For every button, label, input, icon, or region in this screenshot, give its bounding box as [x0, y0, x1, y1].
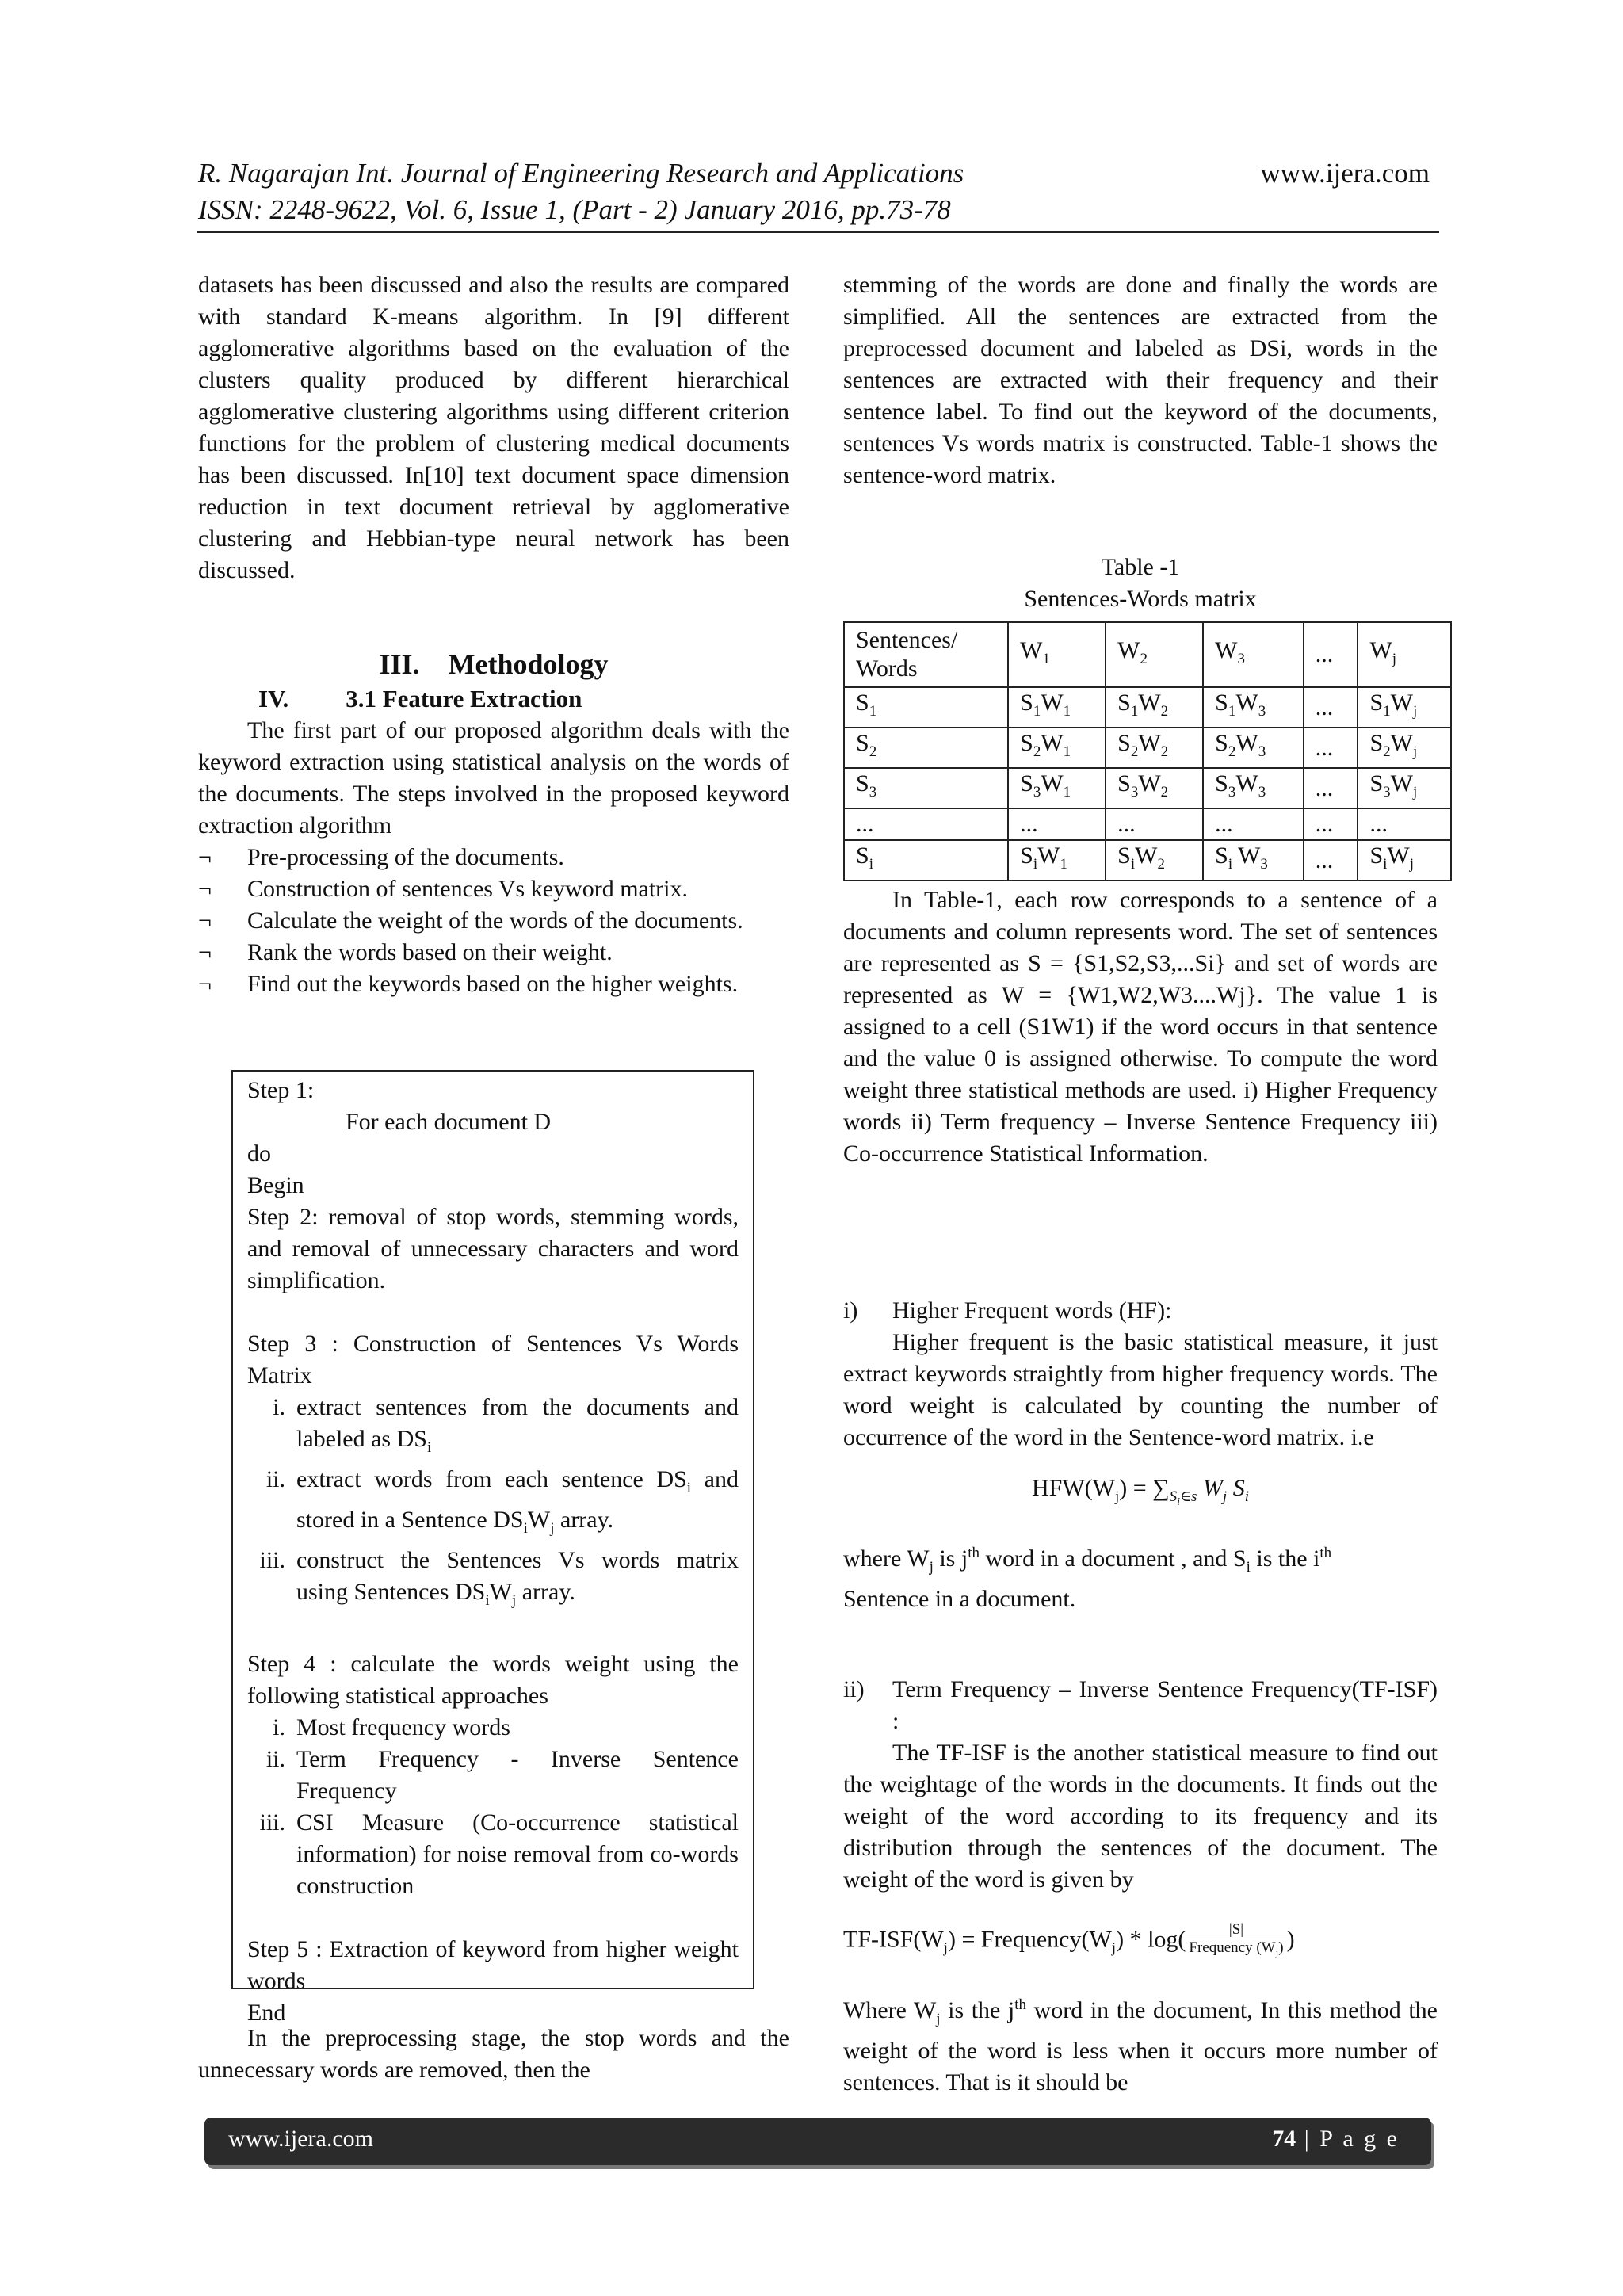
table-cell: $S_i$ $W_3$	[1203, 840, 1304, 881]
item-text: array.	[554, 1507, 614, 1533]
fraction-numerator: |S|	[1186, 1921, 1286, 1939]
table-corner-cell	[844, 622, 1008, 687]
right-intro	[843, 269, 1438, 491]
right-intro-paragraph: stemming of the words are done and finally the words are simplified. All the sentences are extracted from the preprocessed document and labeled as DSi, words in the sentences are extracted with their frequency and their sentence label. To find out the keyword of the documents, sentences Vs words matrix is constructed. Table-1 shows the sentence-word matrix.	[843, 272, 1438, 488]
roman-numeral: i.	[273, 1394, 285, 1420]
algo-step2: Step 2: removal of stop words, stemming words, and removal of unnecessary characters and word simplification.	[247, 1204, 739, 1293]
superscript: th	[1014, 1996, 1027, 2014]
subscript: j	[1111, 1939, 1117, 1957]
subscript: i	[1244, 1488, 1249, 1505]
table-cell: ...	[1008, 808, 1106, 840]
list-item	[198, 968, 789, 1000]
page-separator: |	[1296, 2126, 1320, 2152]
list-item	[247, 1807, 739, 1902]
list-item	[198, 905, 789, 937]
bullet-marker: ¬	[198, 844, 212, 870]
algo-do: do	[247, 1140, 271, 1167]
table-cell: $S_1W_1$	[1008, 687, 1106, 728]
subscript: i	[523, 1520, 528, 1537]
table-cell: $S_2W_3$	[1203, 728, 1304, 768]
list-item	[247, 1464, 739, 1545]
table-header-cell: $W_j$	[1358, 622, 1451, 687]
algo-step1: Step 1:	[247, 1077, 315, 1103]
footer-website: www.ijera.com	[228, 2126, 373, 2152]
subscript: j	[1222, 1488, 1228, 1505]
tfisf-formula	[843, 1921, 1438, 1964]
right-table-discussion	[843, 884, 1438, 1170]
roman-numeral: iii.	[259, 1809, 285, 1836]
bullet-text: Calculate the weight of the words of the documents.	[247, 907, 743, 934]
subsection-title: 3.1 Feature Extraction	[346, 685, 582, 712]
where-part: word in a document , and S	[979, 1545, 1247, 1572]
subscript: j	[936, 2011, 941, 2028]
formula-part: TF-ISF(W	[843, 1926, 944, 1953]
algorithm-box	[231, 1070, 754, 2026]
table-cell: ...	[1304, 840, 1358, 881]
table-discussion-paragraph: In Table-1, each row corresponds to a sentence of a documents and column represents word. The set of sentences are represented as S = {S1,S2,S3,...Si} and set of words are represented as W = {W1,W2,W3....Wj}. The value 1 is assigned to a cell (S1W1) if the word occurs in that sentence and the value 0 is assigned otherwise. To compute the word weight three statistical methods are used. i) Higher Frequency words ii) Term frequency – Inverse Sentence Frequency iii) Co-occurrence Statistical Information.	[843, 887, 1438, 1167]
intro-text: datasets has been discussed and also the results are compared with standard K-means algorithm. In [9] different agglomerative algorithms based on the evaluation of the clusters quality produced by different hierarchical agglomerative clustering algorithms using different criterion functions for the problem of clustering medical documents has been discussed. In[10] text document space dimension reduction in text document retrieval by agglomerative clustering and Hebbian-type neural network has been discussed.	[198, 272, 789, 583]
left-intro-paragraph	[198, 269, 789, 586]
bullet-marker: ¬	[198, 971, 212, 997]
table-caption-title: Sentences-Words matrix	[1024, 586, 1257, 612]
formula-part: ) = Frequency(W	[947, 1926, 1112, 1953]
hf-title: Higher Frequent words (HF):	[892, 1297, 1172, 1324]
table-cell: $S_2$	[844, 728, 1008, 768]
list-item	[198, 873, 789, 905]
subsection-number: IV.	[258, 685, 289, 712]
subscript: i	[485, 1592, 490, 1609]
hf-paragraph: Higher frequent is the basic statistical measure, it just extract keywords straightly from higher frequency words. The word weight is calculated by counting the number of occurrence of the word in the Sentence-word matrix. i.e	[843, 1329, 1438, 1450]
subscript: j	[511, 1592, 517, 1609]
table-cell: ...	[1304, 768, 1358, 808]
subscript: j	[1275, 1946, 1279, 1958]
algo-end: End	[247, 2000, 286, 2026]
sentence-word-table	[843, 621, 1452, 881]
item-text: Term Frequency - Inverse Sentence Frequency	[296, 1746, 739, 1804]
table-cell: $S_1W_j$	[1358, 687, 1451, 728]
table-row	[844, 808, 1451, 840]
algo-step4-list	[247, 1712, 739, 1902]
journal-header	[198, 155, 964, 228]
item-text: CSI Measure (Co-occurrence statistical information) for noise removal from co-words construction	[296, 1809, 739, 1899]
item-text: W	[489, 1579, 512, 1605]
table-cell: $S_3W_3$	[1203, 768, 1304, 808]
section-heading	[198, 647, 789, 682]
feature-extraction-paragraph: The first part of our proposed algorithm deals with the keyword extraction using statistical analysis on the words of the documents. The steps involved in the proposed keyword extraction algorithm	[198, 717, 789, 839]
table-cell: $S_1W_2$	[1106, 687, 1203, 728]
subscript: j	[943, 1939, 948, 1957]
hf-where-text	[843, 1538, 1438, 1615]
where-part: is the i	[1250, 1545, 1320, 1572]
table-row	[844, 840, 1451, 881]
footer-page	[1272, 2126, 1400, 2153]
fraction-denominator: Frequency $(W_j)$	[1189, 1939, 1284, 1958]
algo-for-each: For each document D	[346, 1109, 552, 1135]
superscript: th	[968, 1544, 980, 1561]
list-item	[247, 1712, 739, 1744]
hf-formula: $HFW(W_j) = \sum_{S_i\in s}$ $W_j$ $S_i$	[1032, 1475, 1249, 1508]
table-cell: ...	[1203, 808, 1304, 840]
table-cell: $S_iW_j$	[1358, 840, 1451, 881]
item-text: W	[527, 1507, 551, 1533]
table-row	[844, 768, 1451, 808]
algo-step3-list	[247, 1392, 739, 1617]
page-label: P a g e	[1319, 2126, 1400, 2152]
item-text: construct the Sentences Vs words matrix using Sentences DS	[296, 1547, 739, 1605]
header-rule	[197, 231, 1439, 233]
table-cell: ...	[1358, 808, 1451, 840]
bullet-marker: ¬	[198, 907, 212, 934]
bullet-marker: ¬	[198, 939, 212, 965]
item-text: and stored in a Sentence DS	[296, 1466, 739, 1533]
roman-numeral: ii.	[265, 1746, 285, 1772]
table-cell: $S_3W_j$	[1358, 768, 1451, 808]
page-footer	[204, 2118, 1431, 2165]
list-item	[247, 1545, 739, 1617]
formula-part: Frequency (W	[1189, 1939, 1276, 1956]
closing-paragraph: In the preprocessing stage, the stop words and the unnecessary words are removed, then the	[198, 2025, 789, 2083]
where-part: where W	[843, 1545, 930, 1572]
subscript: j	[1114, 1488, 1120, 1505]
table-cell: ...	[1304, 728, 1358, 768]
table-cell: ...	[1304, 687, 1358, 728]
table-row	[844, 687, 1451, 728]
journal-issn: ISSN: 2248-9622, Vol. 6, Issue 1, (Part - 2) January 2016, pp.73-78	[198, 194, 951, 225]
tfisf-section	[843, 1674, 1438, 2099]
table-header-cell: ...	[1304, 622, 1358, 687]
table-cell: ...	[1106, 808, 1203, 840]
where-part: word in the document, In this method the weight of the word is less when it occurs more number of sentences. That is it should be	[843, 1997, 1438, 2096]
tfisf-number: ii)	[843, 1676, 865, 1702]
subscript: j	[550, 1520, 555, 1537]
roman-numeral: i.	[273, 1714, 285, 1740]
formula-part: HFW(W	[1032, 1475, 1115, 1501]
tfisf-fraction	[1186, 1921, 1286, 1962]
list-item	[247, 1392, 739, 1464]
item-text: extract words from each sentence DS	[296, 1466, 687, 1492]
formula-part: ) = ∑	[1119, 1475, 1170, 1501]
table-row	[844, 622, 1451, 687]
table-cell: ...	[1304, 808, 1358, 840]
tfisf-where-text	[843, 1989, 1438, 2099]
list-item	[198, 842, 789, 873]
subscript: i	[686, 1480, 692, 1496]
table-cell: $S_3W_2$	[1106, 768, 1203, 808]
tfisf-paragraph: The TF-ISF is the another statistical measure to find out the weightage of the words in the documents. It finds out the weight of the word according to its frequency and its distribution through the sentences of the document. The weight of the word is given by	[843, 1740, 1438, 1893]
table-cell: $S_iW_2$	[1106, 840, 1203, 881]
item-text: Most frequency words	[296, 1714, 510, 1740]
list-item	[247, 1744, 739, 1807]
table-cell: $S_iW_1$	[1008, 840, 1106, 881]
table-cell: $S_2W_j$	[1358, 728, 1451, 768]
section-title: Methodology	[448, 648, 609, 680]
step-bullet-list	[198, 842, 789, 1000]
algo-step5: Step 5 : Extraction of keyword from higher weight words	[247, 1936, 739, 1994]
hf-section	[843, 1295, 1438, 1615]
item-text: array.	[516, 1579, 575, 1605]
algo-begin: Begin	[247, 1172, 304, 1198]
where-part: Sentence in a document.	[843, 1585, 1076, 1612]
bullet-text: Find out the keywords based on the higher weights.	[247, 971, 739, 997]
table-header-cell: $W_1$	[1008, 622, 1106, 687]
tfisf-title: Term Frequency – Inverse Sentence Frequency(TF-ISF) :	[892, 1676, 1438, 1734]
formula-part: )	[1286, 1926, 1295, 1953]
cell-text: Words	[856, 655, 918, 682]
where-part: is j	[933, 1545, 968, 1572]
where-part: Where W	[843, 1997, 937, 2024]
table-cell: ...	[844, 808, 1008, 840]
table-header-cell: $W_3$	[1203, 622, 1304, 687]
roman-numeral: ii.	[265, 1466, 285, 1492]
table-cell: $S_i$	[844, 840, 1008, 881]
superscript: th	[1319, 1544, 1332, 1561]
table-cell: $S_3W_1$	[1008, 768, 1106, 808]
tfisf-heading	[843, 1674, 1438, 1737]
subsection-heading	[258, 683, 582, 715]
subscript: i	[426, 1439, 432, 1456]
hf-number: i)	[843, 1297, 858, 1324]
page-number: 74	[1272, 2126, 1296, 2152]
table-row	[844, 728, 1451, 768]
formula-part: ) * log(	[1116, 1926, 1186, 1953]
list-item	[198, 937, 789, 968]
where-part: is the j	[940, 1997, 1015, 2024]
left-closing	[198, 2023, 789, 2086]
algo-step3: Step 3 : Construction of Sentences Vs Words Matrix	[247, 1331, 739, 1389]
bullet-text: Rank the words based on their weight.	[247, 939, 613, 965]
table-cell: $S_3$	[844, 768, 1008, 808]
header-website: www.ijera.com	[1260, 158, 1430, 189]
hf-heading	[843, 1295, 1438, 1327]
left-body	[198, 715, 789, 1000]
bullet-text: Construction of sentences Vs keyword matrix.	[247, 876, 689, 902]
journal-title: R. Nagarajan Int. Journal of Engineering Research and Applications	[198, 158, 964, 189]
table-cell: $S_1W_3$	[1203, 687, 1304, 728]
subscript: i	[1246, 1558, 1251, 1576]
table-header-cell: $W_2$	[1106, 622, 1203, 687]
bullet-marker: ¬	[198, 876, 212, 902]
cell-text: Sentences/	[856, 627, 958, 653]
table-cell: $S_2W_2$	[1106, 728, 1203, 768]
table-cell: $S_2W_1$	[1008, 728, 1106, 768]
table-caption-number: Table -1	[1101, 554, 1180, 580]
roman-numeral: iii.	[259, 1547, 285, 1573]
item-text: extract sentences from the documents and labeled as DS	[296, 1394, 739, 1452]
formula-part: W	[1202, 1475, 1223, 1501]
algo-step4: Step 4 : calculate the words weight using the following statistical approaches	[247, 1651, 739, 1709]
subscript: j	[929, 1558, 934, 1576]
section-number: III.	[379, 648, 420, 680]
bullet-text: Pre-processing of the documents.	[247, 844, 564, 870]
table-cell: $S_1$	[844, 687, 1008, 728]
